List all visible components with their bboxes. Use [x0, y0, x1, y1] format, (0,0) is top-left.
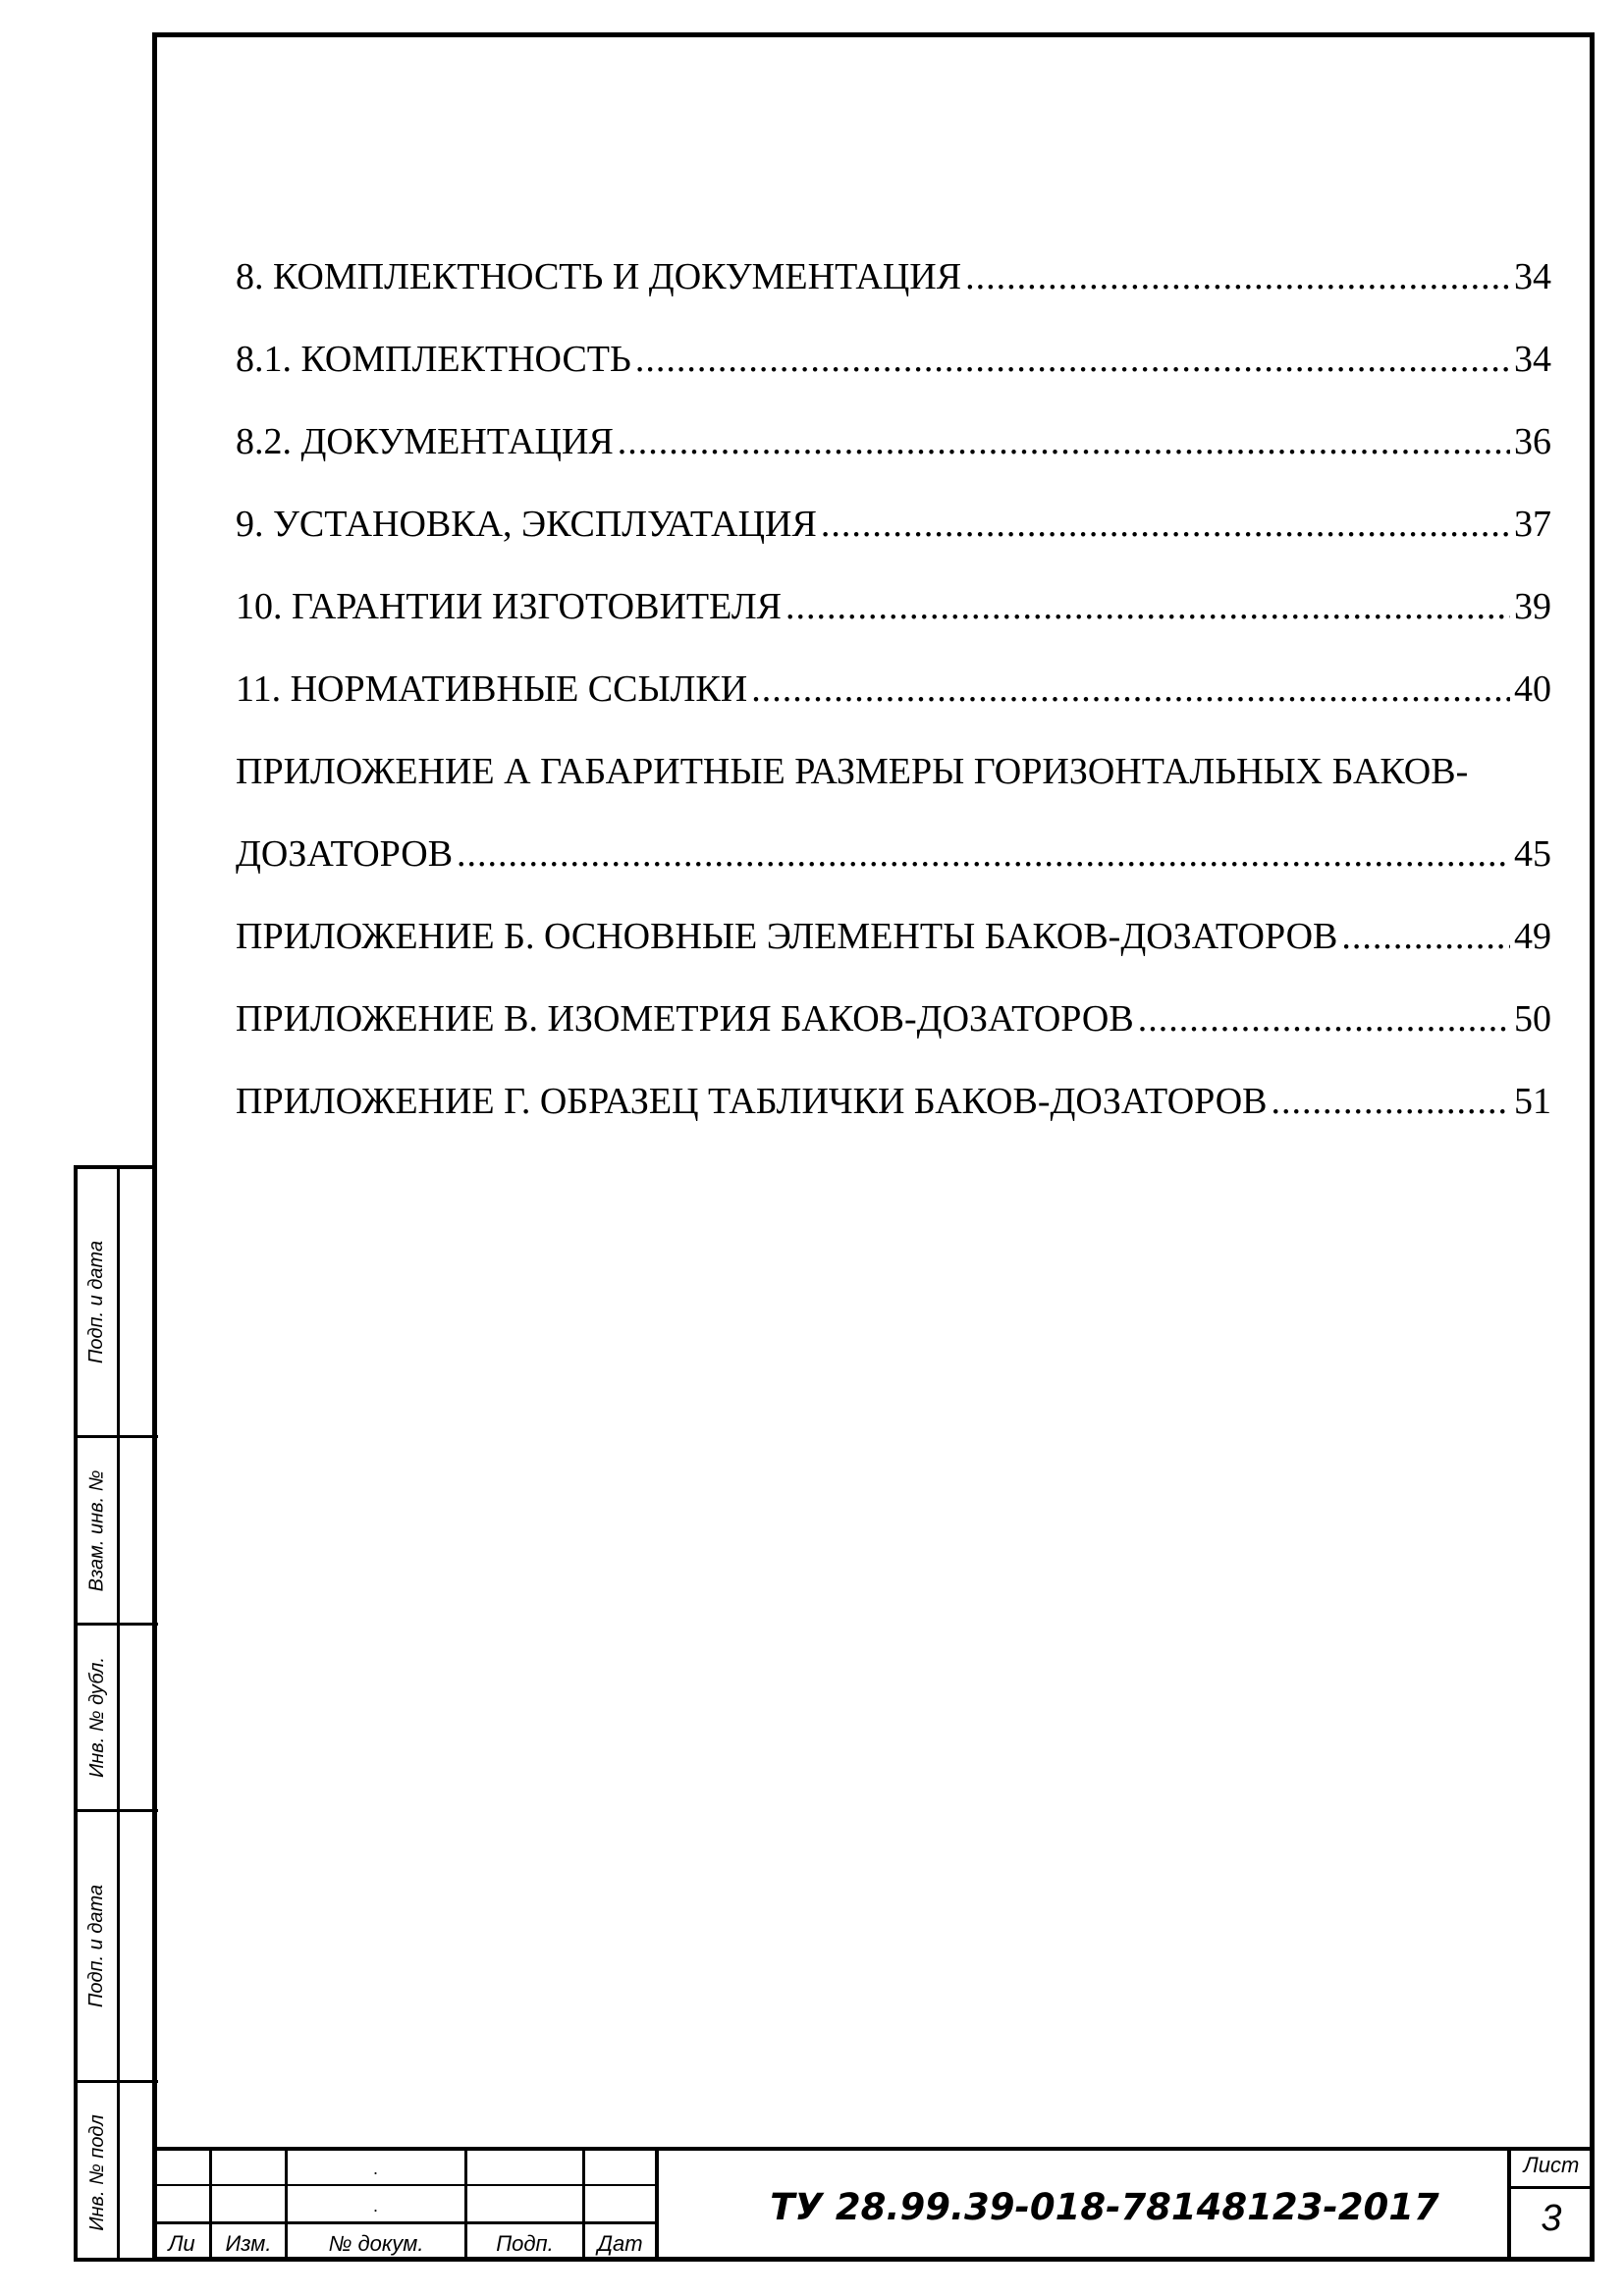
toc-page: 34: [1514, 339, 1551, 380]
toc-title: ПРИЛОЖЕНИЕ Б. ОСНОВНЫЕ ЭЛЕМЕНТЫ БАКОВ-ДОЗАТОРОВ: [236, 916, 1338, 957]
document-code: ТУ 28.99.39-018-78148123-2017: [770, 2186, 1439, 2228]
side-label-dup-inv: Инв. № дубл.: [85, 1657, 108, 1778]
toc-title: ДОЗАТОРОВ: [236, 833, 454, 875]
dot-mark: .: [373, 2159, 379, 2178]
toc-entry[interactable]: [236, 648, 1551, 730]
toc-title: 10. ГАРАНТИИ ИЗГОТОВИТЕЛЯ: [236, 586, 782, 627]
toc-leader: [1138, 978, 1510, 1060]
toc-page: 45: [1514, 833, 1551, 875]
toc-entry[interactable]: [236, 318, 1551, 400]
toc-leader: [821, 483, 1510, 565]
toc-page: 50: [1514, 998, 1551, 1040]
toc-entry[interactable]: [236, 236, 1551, 318]
side-label-sign-date: Подп. и дата: [85, 1240, 108, 1364]
toc-page: 40: [1514, 668, 1551, 710]
side-label-sign-date-2: Подп. и дата: [85, 1884, 108, 2008]
toc-entry[interactable]: [236, 1060, 1551, 1143]
toc-leader: [751, 648, 1510, 730]
side-label-replace-inv: Взам. инв. №: [85, 1469, 108, 1591]
sheet-number: 3: [1541, 2198, 1562, 2239]
header-izm: Изм.: [225, 2231, 272, 2256]
toc-title: 8.2. ДОКУМЕНТАЦИЯ: [236, 421, 614, 462]
table-of-contents: [236, 236, 1551, 1143]
toc-page: 34: [1514, 256, 1551, 297]
toc-leader: [1341, 895, 1510, 978]
toc-leader: [618, 400, 1510, 483]
toc-title-line1[interactable]: ПРИЛОЖЕНИЕ А ГАБАРИТНЫЕ РАЗМЕРЫ ГОРИЗОНТАЛЬНЫХ БАКОВ-: [236, 751, 1469, 792]
toc-title: 11. НОРМАТИВНЫЕ ССЫЛКИ: [236, 668, 748, 710]
side-stamp: [74, 1165, 154, 2262]
toc-page: 39: [1514, 586, 1551, 627]
toc-title: 8.1. КОМПЛЕКТНОСТЬ: [236, 339, 631, 380]
header-date: Дат: [597, 2231, 643, 2256]
toc-leader: [1272, 1060, 1510, 1143]
header-sign: Подп.: [496, 2231, 554, 2256]
toc-entry[interactable]: [236, 400, 1551, 483]
toc-title: 9. УСТАНОВКА, ЭКСПЛУАТАЦИЯ: [236, 504, 817, 545]
sheet-label: Лист: [1523, 2153, 1580, 2177]
toc-page: 51: [1514, 1081, 1551, 1122]
side-label-orig-inv: Инв. № подл: [85, 2113, 108, 2231]
toc-leader: [457, 813, 1510, 895]
toc-leader: [635, 318, 1510, 400]
title-block: [152, 2147, 1595, 2262]
toc-page: 37: [1514, 504, 1551, 545]
toc-entry[interactable]: [236, 978, 1551, 1060]
toc-entry[interactable]: [236, 895, 1551, 978]
dot-mark: .: [373, 2196, 379, 2216]
toc-title: ПРИЛОЖЕНИЕ Г. ОБРАЗЕЦ ТАБЛИЧКИ БАКОВ-ДОЗАТОРОВ: [236, 1081, 1268, 1122]
toc-entry[interactable]: [236, 813, 1551, 895]
toc-entry[interactable]: [236, 483, 1551, 565]
toc-leader: [965, 236, 1510, 318]
toc-leader: [785, 565, 1510, 648]
toc-page: 49: [1514, 916, 1551, 957]
toc-title: 8. КОМПЛЕКТНОСТЬ И ДОКУМЕНТАЦИЯ: [236, 256, 962, 297]
header-doc-num: № докум.: [328, 2231, 424, 2256]
toc-entry[interactable]: [236, 565, 1551, 648]
toc-page: 36: [1514, 421, 1551, 462]
toc-title: ПРИЛОЖЕНИЕ В. ИЗОМЕТРИЯ БАКОВ-ДОЗАТОРОВ: [236, 998, 1134, 1040]
header-li: Ли: [168, 2231, 195, 2256]
